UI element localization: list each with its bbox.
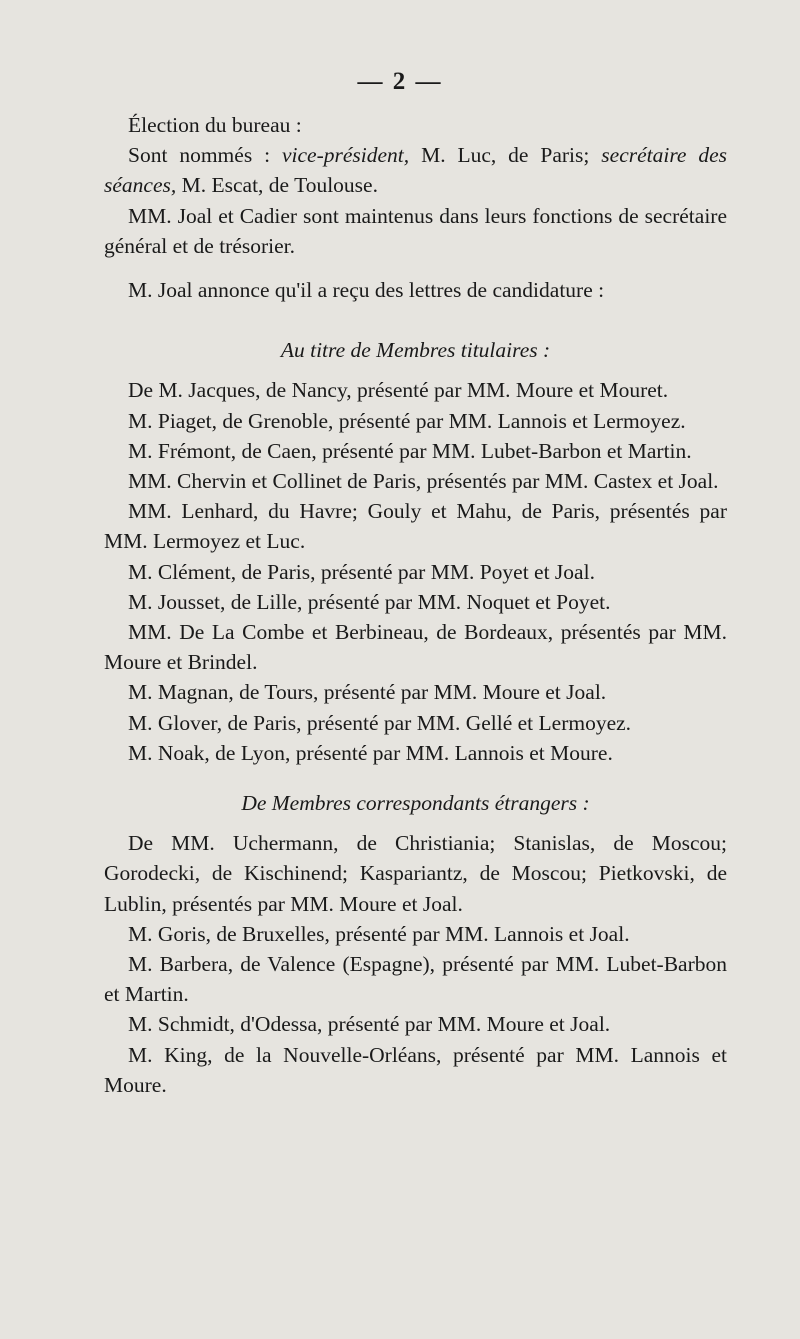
list-item: M. Jousset, de Lille, présenté par MM. Noquet et Poyet. bbox=[128, 589, 611, 614]
titulaires-list bbox=[104, 375, 727, 768]
list-item: M. King, de la Nouvelle-Orléans, présenté par MM. Lannois et Moure. bbox=[104, 1042, 727, 1097]
correspondants-heading: De Membres correspondants étrangers : bbox=[241, 791, 590, 816]
page-number: — 2 — bbox=[357, 68, 443, 95]
titulaires-heading: Au titre de Membres titulaires : bbox=[280, 338, 551, 363]
secretary-name: M. Escat, de Toulouse. bbox=[181, 173, 378, 198]
list-item: De MM. Uchermann, de Christiania; Stanislas, de Moscou; Gorodecki, de Kischinend; Kaspariantz, de Moscou; Pietkovski, de Lublin, présentés par MM. Moure et Joal. bbox=[104, 831, 727, 916]
list-item: M. Frémont, de Caen, présenté par MM. Lubet-Barbon et Martin. bbox=[128, 438, 692, 463]
list-item: M. Piaget, de Grenoble, présenté par MM. Lannois et Lermoyez. bbox=[128, 408, 686, 433]
nominations-intro: Sont nommés : bbox=[128, 143, 271, 168]
list-item: M. Noak, de Lyon, présenté par MM. Lannois et Moure. bbox=[128, 740, 613, 765]
list-item: MM. Lenhard, du Havre; Gouly et Mahu, de Paris, présentés par MM. Lermoyez et Luc. bbox=[104, 499, 727, 554]
list-item: De M. Jacques, de Nancy, présenté par MM. Moure et Mouret. bbox=[128, 378, 669, 403]
list-item: M. Clément, de Paris, présenté par MM. Poyet et Joal. bbox=[128, 559, 595, 584]
vice-president-role: vice-président, bbox=[282, 143, 410, 168]
list-item: M. Goris, de Bruxelles, présenté par MM. Lannois et Joal. bbox=[128, 921, 630, 946]
maintained-paragraph: MM. Joal et Cadier sont maintenus dans leurs fonctions de secrétaire général et de trésorier. bbox=[104, 203, 727, 258]
list-item: M. Schmidt, d'Odessa, présenté par MM. Moure et Joal. bbox=[128, 1012, 611, 1037]
list-item: MM. Chervin et Collinet de Paris, présentés par MM. Castex et Joal. bbox=[128, 469, 719, 494]
list-item: M. Barbera, de Valence (Espagne), présenté par MM. Lubet-Barbon et Martin. bbox=[104, 952, 727, 1007]
announcement-paragraph: M. Joal annonce qu'il a reçu des lettres de candidature : bbox=[128, 278, 605, 303]
body-text bbox=[104, 110, 727, 1100]
nominations-paragraph bbox=[104, 140, 727, 200]
vice-president-name: M. Luc, de Paris; bbox=[421, 143, 590, 168]
secretary-role: secrétaire des séances, bbox=[104, 143, 728, 198]
election-heading: Élection du bureau : bbox=[128, 113, 302, 137]
list-item: M. Glover, de Paris, présenté par MM. Gellé et Lermoyez. bbox=[128, 710, 632, 735]
list-item: M. Magnan, de Tours, présenté par MM. Moure et Joal. bbox=[128, 680, 607, 705]
correspondants-list bbox=[104, 828, 727, 1100]
list-item: MM. De La Combe et Berbineau, de Bordeaux, présentés par MM. Moure et Brindel. bbox=[104, 620, 727, 675]
